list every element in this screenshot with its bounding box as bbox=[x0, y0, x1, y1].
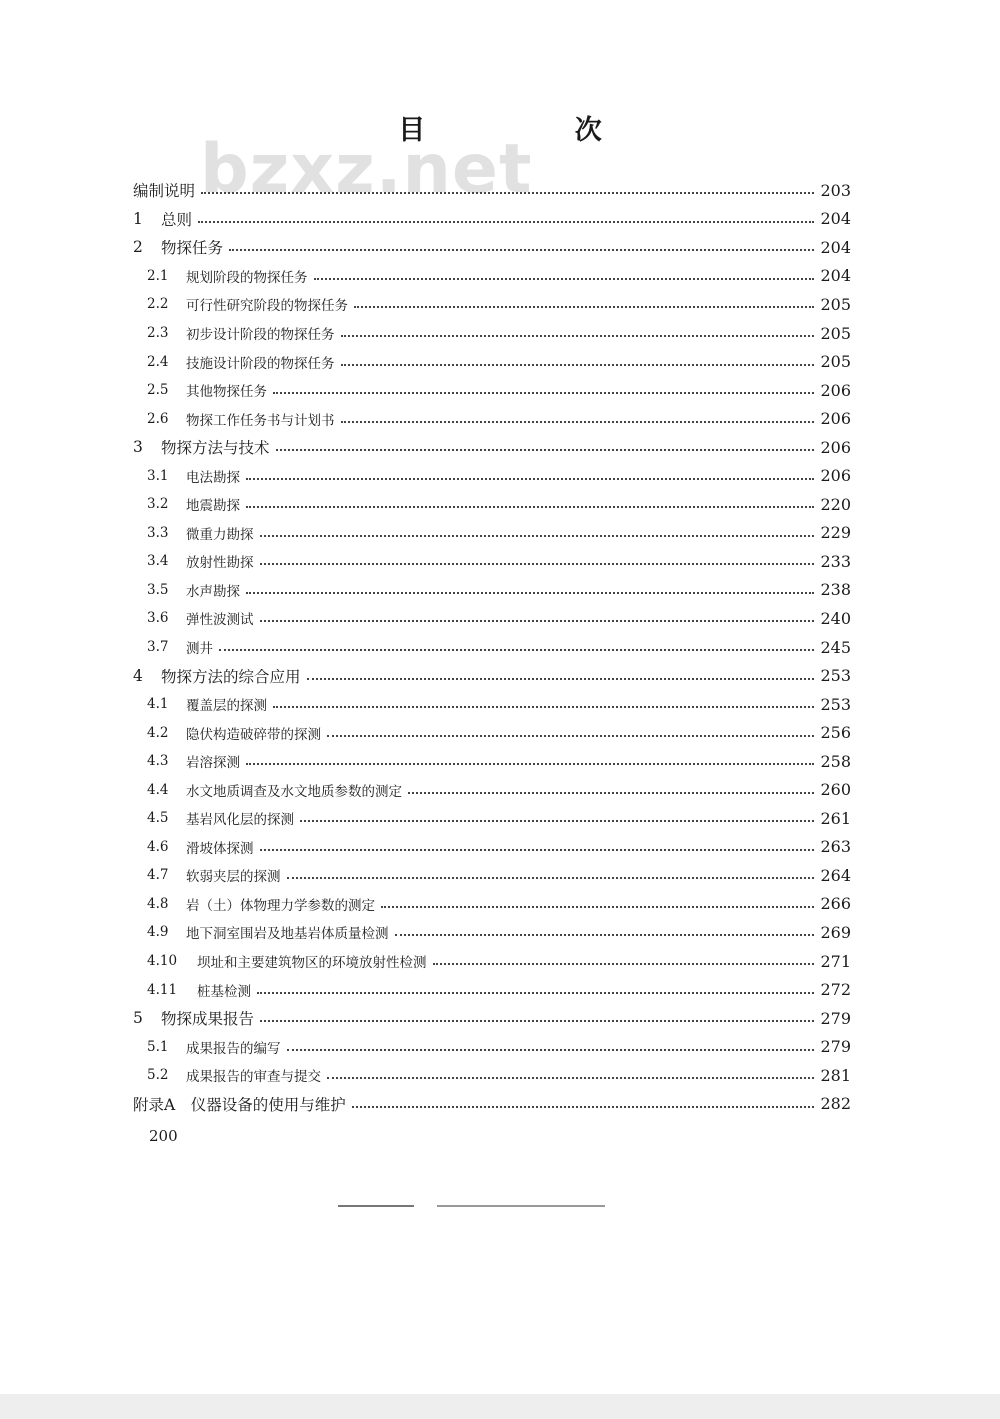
toc-entry-page: 204 bbox=[820, 266, 851, 286]
toc-entry-number: 3.1 bbox=[147, 467, 169, 484]
toc-entry bbox=[133, 376, 851, 405]
toc-entry-label: 桩基检测 bbox=[197, 983, 251, 1000]
toc-entry bbox=[133, 947, 851, 976]
toc-entry bbox=[133, 833, 851, 862]
toc-entry-label: 坝址和主要建筑物区的环境放射性检测 bbox=[197, 955, 427, 972]
toc-entry-number: 4.8 bbox=[147, 895, 169, 912]
toc-entry bbox=[133, 747, 851, 776]
toc-entry-number: 2.2 bbox=[147, 296, 169, 313]
toc-entry-label: 物探任务 bbox=[161, 239, 224, 258]
dot-leader bbox=[341, 364, 815, 366]
dot-leader bbox=[273, 392, 814, 394]
toc-entry-page: 233 bbox=[820, 551, 851, 571]
toc-entry-page: 206 bbox=[820, 380, 851, 400]
dot-leader bbox=[307, 678, 815, 680]
toc-entry-label: 物探方法的综合应用 bbox=[161, 667, 301, 686]
toc-entry-page: 279 bbox=[820, 1037, 851, 1057]
toc-entry bbox=[133, 890, 851, 919]
dot-leader bbox=[287, 877, 815, 879]
toc-entry-number: 4.10 bbox=[147, 953, 178, 970]
toc-entry-label: 电法勘探 bbox=[186, 469, 240, 486]
dot-leader bbox=[257, 992, 814, 994]
toc-entry-number: 3.7 bbox=[147, 639, 169, 656]
toc-entry bbox=[133, 404, 851, 433]
dot-leader bbox=[198, 221, 814, 223]
toc-entry-page: 240 bbox=[820, 608, 851, 628]
dot-leader bbox=[433, 963, 815, 965]
toc-entry-label: 放射性勘探 bbox=[186, 555, 254, 572]
dot-leader bbox=[300, 820, 814, 822]
toc-entry-label: 水声勘探 bbox=[186, 583, 240, 600]
toc-entry-page: 272 bbox=[820, 980, 851, 1000]
toc-entry bbox=[133, 690, 851, 719]
toc-entry-number: 4.7 bbox=[147, 867, 169, 884]
toc-entry bbox=[133, 861, 851, 890]
toc-entry bbox=[133, 433, 851, 462]
dot-leader bbox=[354, 306, 814, 308]
toc-entry-page: 260 bbox=[820, 780, 851, 800]
dot-leader bbox=[352, 1106, 815, 1108]
toc-entry-page: 245 bbox=[820, 637, 851, 657]
toc-entry-number: 5.2 bbox=[147, 1067, 169, 1084]
toc-entry bbox=[133, 804, 851, 833]
toc-entry bbox=[133, 290, 851, 319]
viewer-bottom-band bbox=[0, 1394, 1000, 1419]
dot-leader bbox=[201, 192, 814, 194]
toc-entry-number: 3.5 bbox=[147, 581, 169, 598]
dot-leader bbox=[246, 478, 814, 480]
toc-entry bbox=[133, 461, 851, 490]
toc-entry-label: 技施设计阶段的物探任务 bbox=[186, 355, 335, 372]
toc-entry-number: 4.2 bbox=[147, 724, 169, 741]
toc-entry bbox=[133, 262, 851, 291]
toc-entry-number: 3.6 bbox=[147, 610, 169, 627]
toc-entry-number: 4.4 bbox=[147, 781, 169, 798]
toc-entry-label: 物探工作任务书与计划书 bbox=[186, 412, 335, 429]
dot-leader bbox=[287, 1049, 815, 1051]
toc-entry-page: 220 bbox=[820, 494, 851, 514]
toc-entry-number: 5 bbox=[133, 1009, 143, 1028]
dot-leader bbox=[260, 620, 815, 622]
toc-entry-number: 2.1 bbox=[147, 267, 169, 284]
toc-entry-page: 258 bbox=[820, 751, 851, 771]
toc-entry bbox=[133, 633, 851, 662]
toc-entry-label: 微重力勘探 bbox=[186, 526, 254, 543]
toc-entry-label: 岩（土）体物理力学参数的测定 bbox=[186, 897, 375, 914]
toc-entry-page: 282 bbox=[820, 1094, 851, 1114]
toc-entry bbox=[133, 1090, 851, 1119]
toc-entry-label: 滑坡体探测 bbox=[186, 840, 254, 857]
toc-entry-page: 261 bbox=[820, 808, 851, 828]
toc-entry bbox=[133, 205, 851, 234]
toc-entry-number: 4.1 bbox=[147, 696, 169, 713]
toc-entry-page: 206 bbox=[820, 409, 851, 429]
toc-entry-page: 205 bbox=[820, 294, 851, 314]
table-of-contents bbox=[133, 176, 851, 1118]
toc-entry bbox=[133, 975, 851, 1004]
dot-leader bbox=[246, 506, 814, 508]
dot-leader bbox=[273, 706, 814, 708]
toc-entry-page: 269 bbox=[820, 922, 851, 942]
dot-leader bbox=[327, 1077, 814, 1079]
toc-entry-label: 地震勘探 bbox=[186, 498, 240, 515]
toc-entry-number: 1 bbox=[133, 209, 143, 228]
toc-entry-number: 3.4 bbox=[147, 553, 169, 570]
toc-entry-number: 5.1 bbox=[147, 1038, 169, 1055]
toc-entry-label: 弹性波测试 bbox=[186, 612, 254, 629]
toc-entry-page: 205 bbox=[820, 352, 851, 372]
toc-entry-label: 总则 bbox=[161, 210, 193, 229]
toc-entry-number: 2.6 bbox=[147, 410, 169, 427]
toc-entry bbox=[133, 604, 851, 633]
toc-entry-label: 软弱夹层的探测 bbox=[186, 869, 281, 886]
toc-entry-number: 4 bbox=[133, 666, 143, 685]
dot-leader bbox=[327, 735, 814, 737]
toc-entry-label: 其他物探任务 bbox=[186, 384, 267, 401]
toc-entry-page: 204 bbox=[820, 237, 851, 257]
dot-leader bbox=[260, 849, 815, 851]
toc-entry-page: 263 bbox=[820, 837, 851, 857]
toc-entry-label: 覆盖层的探测 bbox=[186, 698, 267, 715]
toc-entry-number: 2.4 bbox=[147, 353, 169, 370]
toc-entry-label: 物探方法与技术 bbox=[161, 439, 270, 458]
toc-entry-page: 204 bbox=[820, 209, 851, 229]
dot-leader bbox=[381, 906, 814, 908]
toc-entry-page: 271 bbox=[820, 951, 851, 971]
dot-leader bbox=[260, 535, 815, 537]
toc-entry bbox=[133, 775, 851, 804]
toc-entry bbox=[133, 490, 851, 519]
toc-entry bbox=[133, 547, 851, 576]
toc-entry-label: 隐伏构造破碎带的探测 bbox=[186, 726, 321, 743]
toc-entry bbox=[133, 319, 851, 348]
toc-entry bbox=[133, 576, 851, 605]
toc-entry-number: 4.9 bbox=[147, 924, 169, 941]
toc-entry bbox=[133, 1032, 851, 1061]
toc-entry bbox=[133, 718, 851, 747]
toc-entry-number: 4.5 bbox=[147, 810, 169, 827]
toc-entry-page: 279 bbox=[820, 1008, 851, 1028]
toc-entry-label: 成果报告的编写 bbox=[186, 1040, 281, 1057]
dot-leader bbox=[341, 421, 815, 423]
dot-leader bbox=[341, 335, 815, 337]
toc-entry-page: 256 bbox=[820, 723, 851, 743]
toc-entry-page: 203 bbox=[820, 180, 851, 200]
dot-leader bbox=[314, 278, 815, 280]
toc-entry-number: 4.3 bbox=[147, 753, 169, 770]
toc-entry-page: 253 bbox=[820, 666, 851, 686]
toc-entry-number: 4.11 bbox=[147, 981, 178, 998]
toc-entry-page: 266 bbox=[820, 894, 851, 914]
toc-entry-label: 初步设计阶段的物探任务 bbox=[186, 327, 335, 343]
toc-entry-number: 3 bbox=[133, 438, 143, 457]
dot-leader bbox=[260, 563, 815, 565]
toc-entry-page: 206 bbox=[820, 437, 851, 457]
toc-entry-label: 附录A 仪器设备的使用与维护 bbox=[133, 1095, 346, 1114]
dot-leader bbox=[395, 934, 815, 936]
toc-entry-label: 规划阶段的物探任务 bbox=[186, 269, 308, 286]
toc-entry-label: 水文地质调查及水文地质参数的测定 bbox=[186, 783, 402, 800]
dot-leader bbox=[219, 649, 814, 651]
page-number: 200 bbox=[149, 1127, 178, 1145]
toc-entry-page: 253 bbox=[820, 694, 851, 714]
dot-leader bbox=[276, 449, 815, 451]
dot-leader bbox=[246, 592, 814, 594]
toc-entry bbox=[133, 347, 851, 376]
toc-entry-label: 基岩风化层的探测 bbox=[186, 812, 294, 829]
toc-entry bbox=[133, 661, 851, 690]
toc-entry-label: 物探成果报告 bbox=[161, 1010, 255, 1029]
toc-entry-number: 3.2 bbox=[147, 496, 169, 513]
toc-entry-page: 205 bbox=[820, 323, 851, 343]
toc-entry-number: 2 bbox=[133, 238, 143, 257]
toc-entry-page: 281 bbox=[820, 1065, 851, 1085]
toc-entry-page: 264 bbox=[820, 865, 851, 885]
toc-entry-number: 2.3 bbox=[147, 325, 169, 341]
dot-leader bbox=[408, 792, 814, 794]
toc-entry bbox=[133, 1061, 851, 1090]
toc-entry-label: 编制说明 bbox=[133, 182, 196, 201]
toc-entry bbox=[133, 233, 851, 262]
toc-entry-label: 成果报告的审查与提交 bbox=[186, 1069, 321, 1086]
dot-leader bbox=[246, 763, 814, 765]
toc-entry bbox=[133, 1004, 851, 1033]
toc-entry bbox=[133, 519, 851, 548]
toc-entry-label: 可行性研究阶段的物探任务 bbox=[186, 298, 348, 315]
toc-entry bbox=[133, 918, 851, 947]
scan-artifact-line bbox=[338, 1205, 414, 1207]
toc-entry-label: 地下洞室围岩及地基岩体质量检测 bbox=[186, 926, 389, 943]
watermark: bzxz.net bbox=[200, 130, 533, 209]
toc-entry-label: 测井 bbox=[186, 641, 213, 658]
page-title: 目 次 bbox=[398, 115, 672, 146]
toc-entry-page: 229 bbox=[820, 523, 851, 543]
dot-leader bbox=[229, 249, 814, 251]
toc-entry-number: 2.5 bbox=[147, 382, 169, 399]
toc-entry-page: 206 bbox=[820, 466, 851, 486]
scan-artifact-line bbox=[437, 1205, 605, 1207]
toc-entry-label: 岩溶探测 bbox=[186, 755, 240, 772]
toc-entry-number: 3.3 bbox=[147, 524, 169, 541]
dot-leader bbox=[260, 1020, 814, 1022]
toc-entry-number: 4.6 bbox=[147, 838, 169, 855]
toc-entry bbox=[133, 176, 851, 205]
toc-entry-page: 238 bbox=[820, 580, 851, 600]
